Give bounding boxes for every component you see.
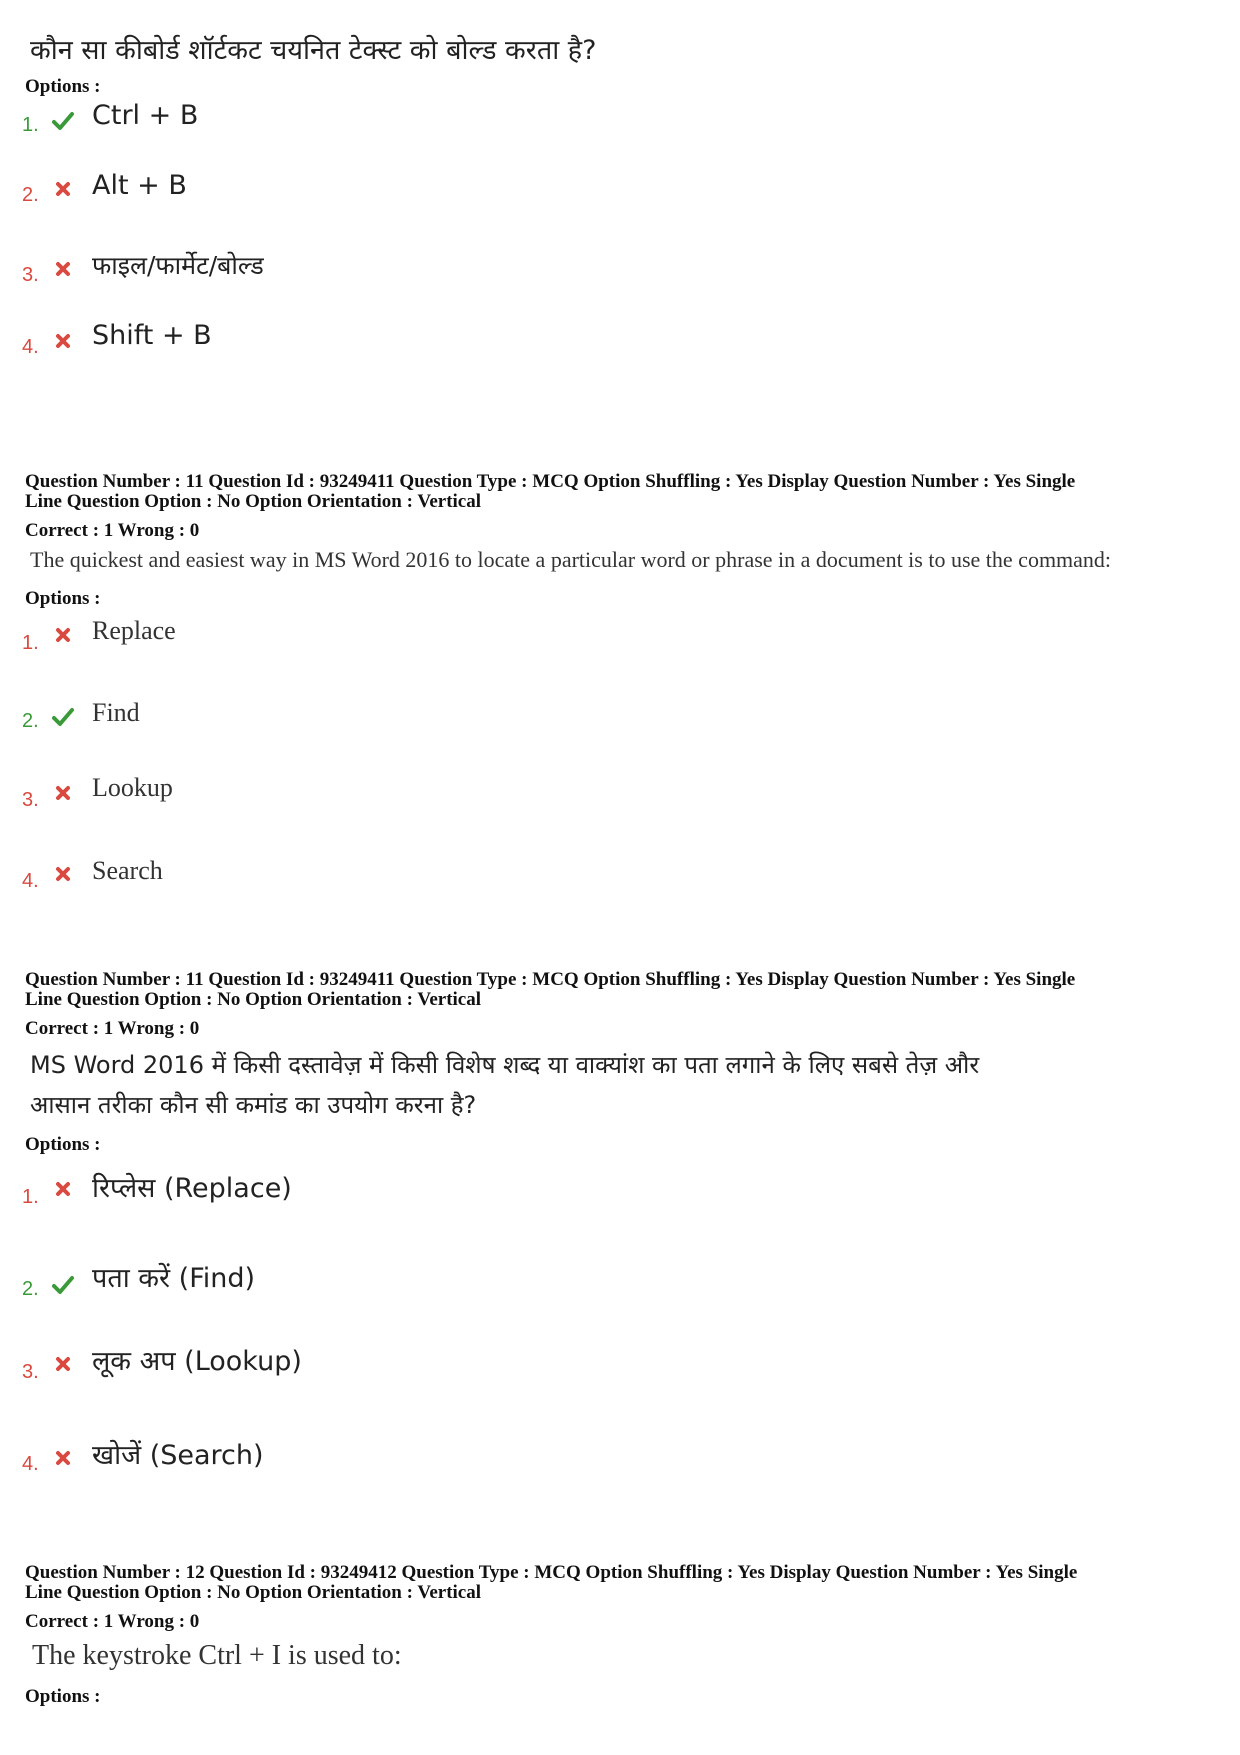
option-text: Find: [92, 698, 140, 727]
question-text-line: आसान तरीका कौन सी कमांड का उपयोग करना है?: [30, 1091, 477, 1119]
option-item: [22, 1341, 1122, 1381]
option-text: पता करें (Find): [92, 1263, 256, 1294]
option-text: Ctrl + B: [92, 100, 199, 131]
metadata-line: Question Number : 11 Question Id : 93249411 Question Type : MCQ Option Shuffling : Yes Display Question Number : Yes Single: [25, 969, 1076, 990]
option-number: 3.: [22, 1361, 39, 1383]
cross-icon: [52, 1178, 74, 1200]
cross-icon: [52, 330, 74, 352]
option-number: 3.: [22, 789, 39, 811]
option-text: Search: [92, 856, 163, 885]
option-item: [22, 773, 1122, 813]
marking-scheme: Correct : 1 Wrong : 0: [25, 1611, 200, 1632]
cross-icon: [52, 178, 74, 200]
check-icon: [52, 110, 74, 132]
cross-icon: [52, 1353, 74, 1375]
option-number: 2.: [22, 710, 39, 732]
option-number: 2.: [22, 1278, 39, 1300]
option-item: [22, 248, 1122, 288]
option-text: फाइल/फार्मेट/बोल्ड: [92, 251, 264, 280]
option-item: [22, 320, 1122, 360]
option-number: 1.: [22, 114, 39, 136]
options-label: Options :: [25, 1134, 101, 1155]
option-item: [22, 1168, 1122, 1208]
option-item: [22, 1435, 1122, 1475]
metadata-line: Question Number : 12 Question Id : 93249412 Question Type : MCQ Option Shuffling : Yes Display Question Number : Yes Single: [25, 1562, 1078, 1583]
option-number: 2.: [22, 184, 39, 206]
marking-scheme: Correct : 1 Wrong : 0: [25, 520, 200, 541]
question-metadata: [25, 1563, 1215, 1603]
question-metadata: [25, 970, 1215, 1010]
cross-icon: [52, 1447, 74, 1469]
question-metadata: [25, 472, 1215, 512]
option-text: Alt + B: [92, 170, 187, 201]
cross-icon: [52, 863, 74, 885]
option-item: [22, 856, 1122, 896]
option-item: [22, 698, 1122, 738]
option-text: रिप्लेस (Replace): [92, 1173, 292, 1204]
question-text: The quickest and easiest way in MS Word 2016 to locate a particular word or phrase in a document is to use the command:: [30, 547, 1112, 572]
metadata-line: Line Question Option : No Option Orientation : Vertical: [25, 491, 482, 512]
option-number: 1.: [22, 632, 39, 654]
question-text: कौन सा कीबोर्ड शॉर्टकट चयनित टेक्स्ट को बोल्ड करता है?: [30, 35, 597, 66]
metadata-line: Question Number : 11 Question Id : 93249411 Question Type : MCQ Option Shuffling : Yes Display Question Number : Yes Single: [25, 471, 1076, 492]
option-text: Replace: [92, 616, 176, 645]
question-text: The keystroke Ctrl + I is used to:: [32, 1640, 402, 1671]
option-number: 4.: [22, 1453, 39, 1475]
option-text: Shift + B: [92, 320, 212, 351]
marking-scheme: Correct : 1 Wrong : 0: [25, 1018, 200, 1039]
option-text: खोजें (Search): [92, 1440, 264, 1471]
option-item: [22, 616, 1122, 656]
option-text: Lookup: [92, 773, 173, 802]
check-icon: [52, 706, 74, 728]
options-label: Options :: [25, 1686, 101, 1707]
cross-icon: [52, 782, 74, 804]
option-number: 4.: [22, 336, 39, 358]
option-text: लूक अप (Lookup): [92, 1346, 302, 1377]
check-icon: [52, 1274, 74, 1296]
option-number: 3.: [22, 264, 39, 286]
question-text-line: MS Word 2016 में किसी दस्तावेज़ में किसी विशेष शब्द या वाक्यांश का पता लगाने के लिए सबसे तेज़ और: [30, 1051, 980, 1079]
option-item: [22, 170, 1122, 210]
option-item: [22, 1258, 1122, 1298]
metadata-line: Line Question Option : No Option Orientation : Vertical: [25, 1582, 482, 1603]
metadata-line: Line Question Option : No Option Orientation : Vertical: [25, 989, 482, 1010]
options-label: Options :: [25, 76, 101, 97]
option-item: [22, 100, 1122, 140]
cross-icon: [52, 624, 74, 646]
option-number: 1.: [22, 1186, 39, 1208]
options-label: Options :: [25, 588, 101, 609]
cross-icon: [52, 258, 74, 280]
option-number: 4.: [22, 870, 39, 892]
